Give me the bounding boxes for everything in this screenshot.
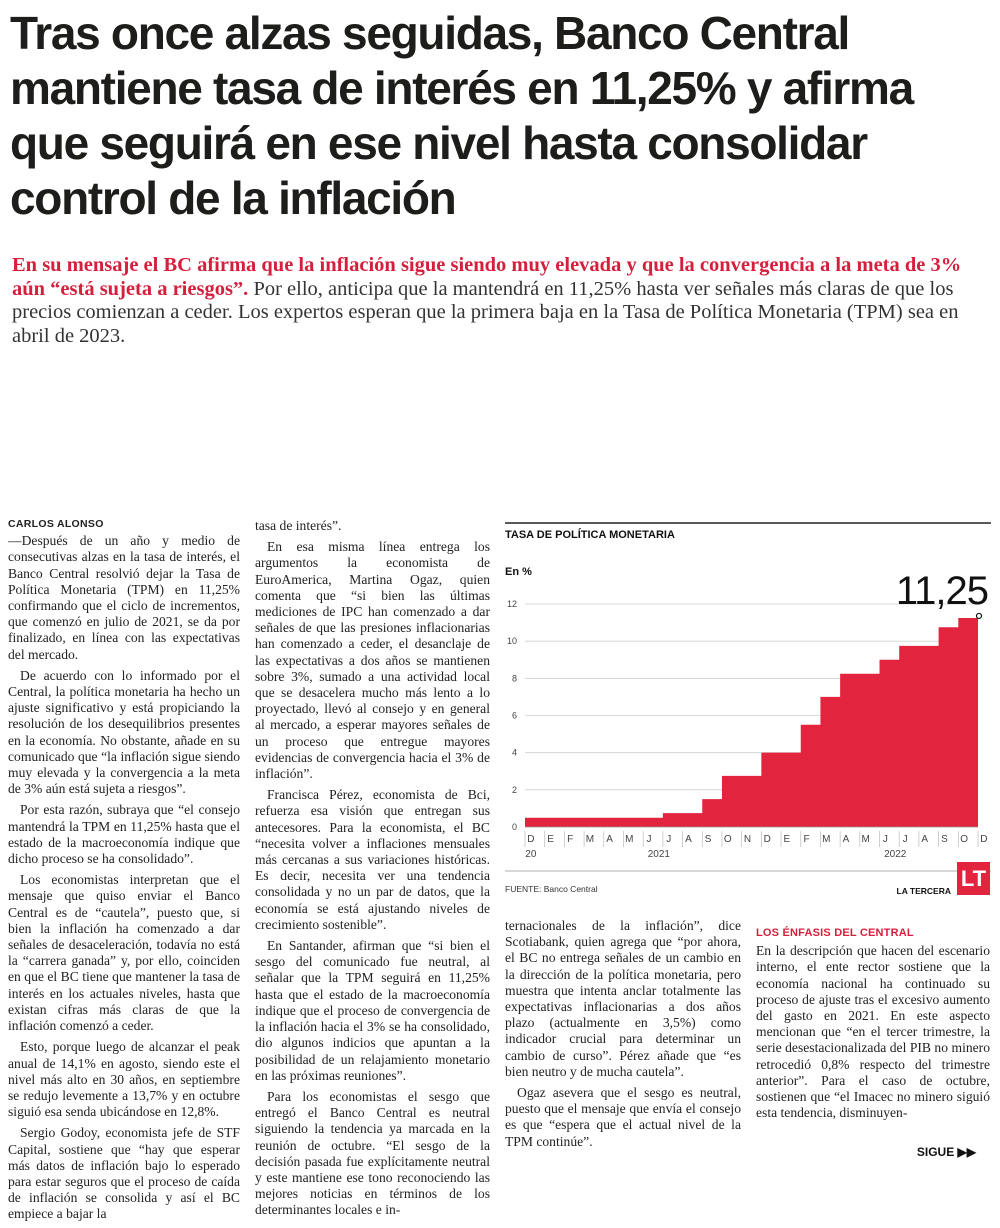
x-tick-label: A — [921, 834, 929, 845]
paragraph: ternacionales de la inflación”, dice Scotiabank, quien agrega que “por ahora, el BC no entrega señales de un cambio en la dirección de la política monetaria, pero muestra que intenta anclar totalmente las expectativas inflacionarias a dos años plazo (actualmente en 3,5%) como indicador crucial para determinar un cambio de curso”. Pérez añade que “es bien neutro y de mucha cautela”. — [505, 918, 741, 1079]
y-tick-label: 6 — [511, 710, 517, 721]
paragraph: En Santander, afirman que “si bien el sesgo del comunicado fue neutral, al señalar que la TPM seguirá en 11,25% hasta que el estado de la macroeconomía indique que el proceso de convergencia de la inflación hacia el 3% se ha consolidado, dio algunos indicios que apuntan a la posibilidad de un relajamiento monetario en las próximas reuniones”. — [255, 938, 490, 1083]
continue-marker: SIGUE ▶▶ — [916, 1145, 976, 1159]
tpm-chart — [505, 522, 991, 902]
x-tick-label: F — [567, 834, 574, 845]
x-tick-label: J — [902, 834, 908, 845]
x-tick-label: F — [803, 834, 810, 845]
x-tick-label: J — [882, 834, 888, 845]
tpm-chart-svg — [505, 522, 991, 902]
x-tick-label: E — [547, 834, 554, 845]
x-year-label: 2022 — [884, 849, 907, 860]
x-tick-label: M — [585, 834, 595, 845]
x-tick-label: A — [606, 834, 613, 845]
paragraph: tasa de interés”. — [255, 518, 342, 533]
x-tick-label: O — [723, 834, 732, 845]
article-column-1 — [8, 516, 240, 1228]
paragraph: Francisca Pérez, economista de Bci, refuerza esa visión que entregan sus antecesores. Para la economista, el BC “necesita volver a inflaciones mensuales más cercanas a sus variaciones históricas. Es decir, necesita ver una tendencia consolidada y no un par de datos, que la economía se está ajustando niveles de crecimiento sostenible”. — [255, 787, 490, 932]
paragraph: Por esta razón, subraya que “el consejo mantendrá la TPM en 11,25% hasta que el estado de la macroeconomía indique que dicho proceso se ha consolidado”. — [8, 802, 240, 867]
x-tick-label: J — [666, 834, 672, 845]
x-tick-label: A — [842, 834, 850, 845]
x-tick-label: S — [941, 834, 948, 845]
paragraph: Ogaz asevera que el sesgo es neutral, puesto que el mensaje que envía el consejo es que “espera que el actual nivel de la TPM continúe”. — [505, 1085, 741, 1149]
x-tick-label: E — [783, 834, 791, 845]
paragraph: Sergio Godoy, economista jefe de STF Capital, sostiene que “hay que esperar más datos de inflación bajo lo esperado para estar seguros que el proceso de caída de inflación se consolida y así el BC empiece a bajar la — [8, 1125, 240, 1222]
tpm-area-series — [525, 618, 978, 827]
paragraph: Esto, porque luego de alcanzar el peak anual de 14,1% en agosto, siendo este el nivel más alto en 30 años, en septiembre se redujo levemente a 13,7% y en octubre siguió esa senda ubicándose en 12,8%. — [8, 1039, 240, 1120]
article-column-3 — [505, 918, 741, 1155]
x-tick-label: M — [822, 834, 831, 845]
paragraph: —Después de un año y medio de consecutivas alzas en la tasa de interés, el Banco Central resolvió dejar la Tasa de Política Monetaria (TPM) en 11,25% confirmando que el ciclo de incrementos, que comenzó en julio de 2021, se da por finalizado, en línea con las expectativas del mercado. — [8, 533, 240, 662]
paragraph: De acuerdo con lo informado por el Central, la política monetaria ha hecho un ajuste significativo y está propiciando la resolución de los desequilibrios presentes en la economía. No obstante, añade en su comunicado que “la inflación sigue siendo muy elevada y la convergencia a la meta de 3% aún está sujeta a riesgos”. — [8, 667, 240, 797]
y-tick-label: 0 — [511, 822, 517, 832]
sidebar-heading: LOS ÉNFASIS DEL CENTRAL — [756, 927, 914, 939]
lede — [12, 254, 988, 348]
x-tick-label: O — [960, 834, 969, 845]
y-tick-label: 4 — [511, 747, 517, 758]
x-tick-label: S — [704, 834, 712, 845]
sidebar-box — [756, 925, 990, 1126]
x-tick-label: N — [743, 834, 752, 845]
y-tick-label: 12 — [506, 599, 517, 609]
lede-text: Por ello, anticipa que la mantendrá en 11,25% hasta ver señales más claras de que los precios comienzan a ceder. Los expertos esperan que la primera baja en la Tasa de Política Monetaria (TPM) sea en abril de 2023. — [12, 277, 959, 347]
byline: CARLOS ALONSO — [8, 518, 104, 530]
x-tick-label: J — [646, 834, 652, 845]
headline: Tras once alzas seguidas, Banco Central mantiene tasa de interés en 11,25% y afirma que seguirá en ese nivel hasta consolidar control de la inflación — [10, 7, 913, 224]
sidebar-text: En la descripción que hacen del escenario interno, el ente rector sostiene que la economía nacional ha continuado su proceso de ajuste tras el excesivo aumento del gasto en 2021. En este aspecto mencionan que “en el tercer trimestre, la serie desestacionalizada del PIB no minero retrocedió 0,8% respecto del trimestre anterior”. Para el caso de octubre, sostienen que “el Imacec no minero siguió esta tendencia, disminuyen- — [756, 943, 990, 1121]
x-tick-label: D — [980, 834, 988, 845]
x-tick-label: D — [763, 834, 771, 845]
x-tick-label: M — [861, 834, 870, 845]
y-tick-label: 2 — [511, 784, 517, 795]
chart-y-label: En % — [505, 566, 532, 578]
article-column-2 — [255, 518, 490, 1224]
chart-source: FUENTE: Banco Central — [505, 884, 598, 894]
last-value-label: 11,25 — [895, 568, 988, 613]
x-tick-label: D — [527, 834, 535, 845]
x-tick-label: M — [625, 834, 634, 845]
lede-highlight: En su mensaje el BC afirma que la inflación sigue siendo muy elevada y que la convergencia a la meta de 3% aún “está sujeta a riesgos”. — [12, 254, 962, 300]
chart-title: TASA DE POLÍTICA MONETARIA — [505, 529, 675, 541]
paragraph: Los economistas interpretan que el mensaje que quiso enviar el Banco Central es de “cautela”, puesto que, si bien la inflación ha comenzado a dar señales de desaceleración, todavía no está la “carrera ganada” y, por ello, coinciden en que el BC tiene que mantener la tasa de interés en los actuales niveles, hasta que existan cifras más claras de que la inflación comenzó a ceder. — [8, 872, 240, 1034]
brand-name: LA TERCERA — [896, 886, 951, 896]
paragraph: En esa misma línea entrega los argumentos la economista de EuroAmerica, Martina Ogaz, quien comenta que “si bien las últimas mediciones de IPC han comenzado a dar señales de que las presiones inflacionarias han comenzado a ceder, el desanclaje de las expectativas a dos años se mantienen sobre 3%, sumado a una actividad local que se desacelera mucho más lento a lo proyectado, llevó al consejo y en general al mercado, a esperar mayores señales de un proceso que entregue mayores evidencias de convergencia hacia el 3% de inflación”. — [255, 539, 490, 782]
paragraph: Para los economistas el sesgo que entregó el Banco Central es neutral siguiendo la tendencia ya marcada en la reunión de octubre. “El sesgo de la decisión pasada fue explícitamente neutral y este mantiene ese tono reconociendo las mejores noticias en términos de los determinantes locales e in- — [255, 1088, 490, 1218]
y-tick-label: 8 — [511, 673, 517, 684]
x-year-label: 20 — [525, 849, 537, 860]
lt-logo-text: LT — [960, 866, 987, 891]
y-tick-label: 10 — [506, 636, 517, 647]
end-point-marker — [977, 613, 982, 618]
x-tick-label: A — [685, 834, 692, 845]
x-year-label: 2021 — [647, 849, 670, 860]
